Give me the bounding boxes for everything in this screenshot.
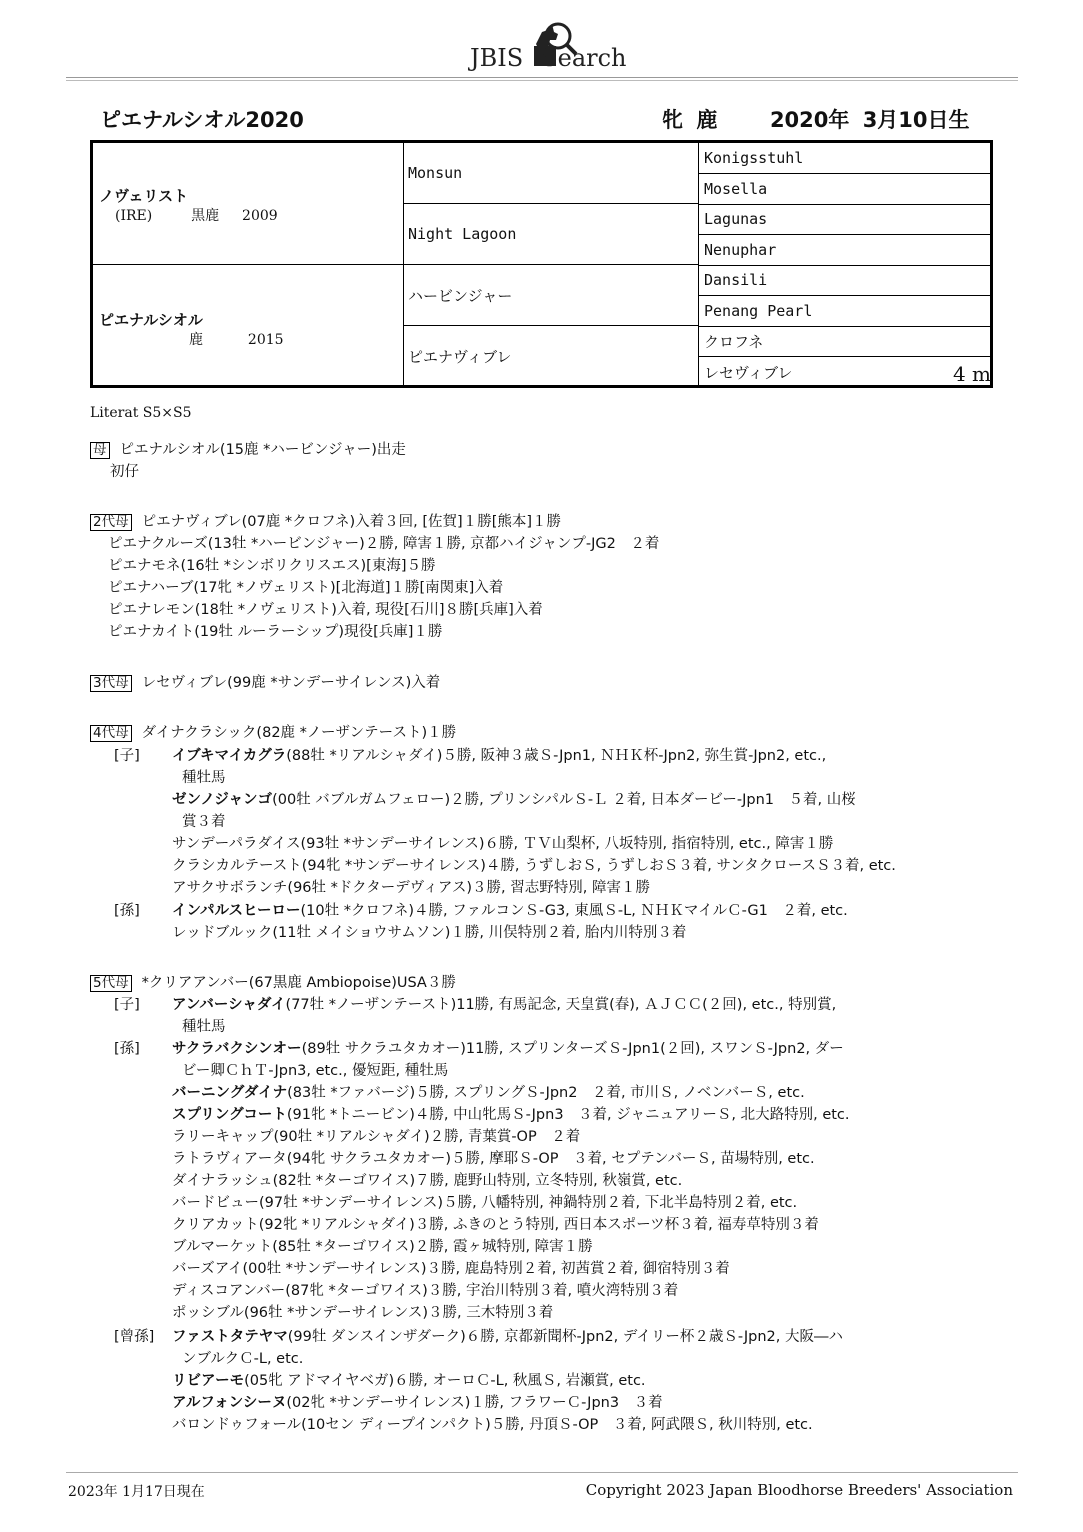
family-line [172, 1105, 850, 1125]
notable-horse: アルフォンシーヌ [172, 1395, 287, 1411]
header-rule-2 [66, 80, 1018, 81]
line-text: (10牡 *クロフネ)４勝, ファルコンＳ-G3, 東風Ｓ-L, ＮＨＫマイルＣ-G1 ２着, etc. [300, 903, 848, 919]
gen2-cell: ピエナヴィブレ [408, 348, 512, 366]
family-line [172, 1149, 815, 1169]
notable-horse: サクラバクシンオー [172, 1041, 302, 1057]
gen2-cell: Night Lagoon [404, 204, 698, 265]
family-line [114, 746, 826, 766]
line-text: ダイナラッシュ(82牡 *ターゴワイス)７勝, 鹿野山特別, 立冬特別, 秋嶺賞, etc. [172, 1173, 683, 1189]
logo-text: JBIS Search [470, 44, 627, 72]
family-line [172, 1259, 730, 1279]
family-line [114, 995, 836, 1015]
line-text: アサクサボランチ(96牡 *ドクターデヴィアス)３勝, 習志野特別, 障害１勝 [172, 880, 650, 896]
family-line [114, 901, 848, 921]
line-text: サンデーパラダイス(93牡 *サンデーサイレンス)６勝, ＴＶ山梨杯, 八坂特別, 指宿特別, etc., 障害１勝 [172, 836, 834, 852]
family-line [114, 1327, 843, 1347]
section-line [90, 723, 456, 743]
notable-horse: リビアーモ [172, 1373, 245, 1389]
line-text: (99牡 ダンスインザダーク)６勝, 京都新聞杯-Jpn2, デイリー杯２歳Ｓ-Jpn2, 大阪―ハ [287, 1329, 843, 1345]
notable-horse: ファストタテヤマ [172, 1329, 288, 1345]
generation-tag: 5代母 [90, 975, 132, 992]
relation-label: [子] [114, 748, 140, 764]
line-text: バロンドゥフォール(10セン ディープインパクト)５勝, 丹頂Ｓ-OP ３着, 阿武隈Ｓ, 秋川特別, etc. [172, 1417, 813, 1433]
family-line [172, 1371, 646, 1391]
notable-horse: アンバーシャダイ [172, 997, 286, 1013]
line-text: (77牡 *ノーザンテースト)11勝, 有馬記念, 天皇賞(春), ＡＪＣＣ(２回), etc., 特別賞, [285, 997, 837, 1013]
line-text: ピエナカイト(19牡 ルーラーシップ)現役[兵庫]１勝 [108, 624, 443, 640]
dam-name: ピエナルシオル [99, 311, 203, 329]
line-text: (91牝 *トニービン)４勝, 中山牝馬Ｓ-Jpn3 ３着, ジャニュアリーＳ, 北大路特別, etc. [286, 1107, 850, 1123]
relation-label: [孫] [114, 903, 140, 919]
family-line [172, 1083, 805, 1103]
gen2-cell: ハービンジャー [404, 265, 698, 326]
horse-birth: 2020年 3月10日生 [769, 108, 970, 132]
family-line [172, 1303, 553, 1323]
line-text: 賞３着 [182, 814, 226, 830]
line-text: レッドブルック(11牡 メイショウサムソン)１勝, 川俣特別２着, 胎内川特別３着 [172, 925, 687, 941]
family-line [172, 1193, 797, 1213]
line-text: ピエナクルーズ(13牡 *ハービンジャー)２勝, 障害１勝, 京都ハイジャンプ-JG2 ２着 [108, 536, 660, 552]
horse-color: 鹿 [696, 108, 718, 132]
line-text: バードビュー(97牡 *サンデーサイレンス)５勝, 八幡特別, 神鍋特別２着, 下北半島特別２着, etc. [172, 1195, 798, 1211]
family-line [182, 1349, 303, 1369]
line-text: ディスコアンバー(87牝 *ターゴワイス)３勝, 宇治川特別３着, 噴火湾特別３着 [172, 1283, 679, 1299]
horse-name: ピエナルシオル2020 [100, 108, 304, 132]
line-text: ブルマーケット(85牡 *ターゴワイス)２勝, 霞ヶ城特別, 障害１勝 [172, 1239, 593, 1255]
family-line [108, 578, 503, 598]
family-line [108, 622, 442, 642]
gen3-cell: Lagunas [699, 204, 993, 235]
sire-info: (IRE) 黒鹿 2009 [115, 208, 278, 224]
generation-tag: 3代母 [90, 675, 132, 692]
gen2-cell: Monsun [404, 143, 698, 204]
gen3-cell: Dansili [699, 265, 993, 296]
line-text: クリアカット(92牝 *リアルシャダイ)３勝, ふきのとう特別, 西日本スポーツ杯３着, 福寿草特別３着 [172, 1217, 819, 1233]
line-text: 初仔 [110, 464, 139, 480]
line-text: クラシカルテースト(94牝 *サンデーサイレンス)４勝, うずしおＳ, うずしおＳ３着, サンタクロースＳ３着, etc. [172, 858, 896, 874]
line-text: (88牡 *リアルシャダイ)５勝, 阪神３歳Ｓ-Jpn1, ＮＨＫ杯-Jpn2, 弥生賞-Jpn2, etc., [286, 748, 827, 764]
family-line [172, 1393, 663, 1413]
line-text: (05牝 アドマイヤベガ)６勝, オーロＣ-L, 秋風Ｓ, 岩瀬賞, etc. [244, 1373, 646, 1389]
dam-info: 鹿 2015 [189, 332, 284, 348]
line-text: ンブルクＣ-L, etc. [182, 1351, 304, 1367]
line-text: 種牡馬 [182, 770, 226, 786]
horse-meta [662, 104, 970, 134]
inbreeding-note: Literat S5×S5 [90, 405, 192, 421]
line-text: レセヴィブレ(99鹿 *サンデーサイレンス)入着 [141, 675, 441, 691]
generation-tag: 4代母 [90, 725, 132, 742]
family-line [108, 534, 659, 554]
family-line [172, 1171, 682, 1191]
family-line [182, 1061, 448, 1081]
line-text: ピエナヴィブレ(07鹿 *クロフネ)入着３回, [佐賀]１勝[熊本]１勝 [141, 514, 562, 530]
line-text: ポッシブル(96牡 *サンデーサイレンス)３勝, 三木特別３着 [172, 1305, 554, 1321]
line-text: (00牡 バブルガムフェロー)２勝, プリンシパルＳ-Ｌ ２着, 日本ダービー-Jpn1 ５着, 山桜 [272, 792, 856, 808]
family-line [108, 556, 436, 576]
line-text: (83牡 *ファバージ)５勝, スプリングＳ-Jpn2 ２着, 市川Ｓ, ノベンバーＳ, etc. [287, 1085, 805, 1101]
family-line [172, 1281, 678, 1301]
gen3-cell: クロフネ [699, 326, 993, 357]
gen3-cell: Konigsstuhl [699, 143, 993, 174]
notable-horse: イブキマイカグラ [172, 748, 287, 764]
notable-horse: ゼンノジャンゴ [172, 792, 273, 808]
inbreed-marker: 4 m [952, 362, 991, 386]
family-line [172, 923, 686, 943]
family-line [172, 1237, 593, 1257]
footer-date: 2023年 1月17日現在 [68, 1484, 205, 1500]
section-line [90, 512, 561, 532]
line-text: ピエナレモン(18牡 *ノヴェリスト)入着, 現役[石川]８勝[兵庫]入着 [108, 602, 543, 618]
family-line [172, 856, 896, 876]
pedigree-dam [93, 265, 404, 387]
generation-tag: 2代母 [90, 514, 132, 531]
sire-name: ノヴェリスト [99, 187, 189, 205]
line-text: ピエナルシオル(15鹿 *ハービンジャー)出走 [119, 442, 406, 458]
family-line [110, 462, 139, 482]
generation-tag: 母 [90, 442, 110, 459]
family-line [108, 600, 543, 620]
gen3-cell: Nenuphar [699, 235, 993, 266]
footer-copyright: Copyright 2023 Japan Bloodhorse Breeders' Association [585, 1481, 1013, 1499]
pedigree-sire [93, 143, 404, 265]
relation-label: [子] [114, 997, 140, 1013]
notable-horse: スプリングコート [172, 1107, 287, 1123]
section-line [90, 440, 406, 460]
family-line [172, 1415, 813, 1435]
line-text: *クリアアンバー(67黒鹿 Ambiopoise)USA３勝 [141, 975, 456, 991]
gen3-cell: レセヴィブレ 4 m [704, 362, 991, 386]
notable-horse: インパルスヒーロー [172, 903, 301, 919]
pedigree-table [90, 140, 993, 388]
family-line [172, 834, 833, 854]
gen3-cell: Penang Pearl [699, 296, 993, 327]
jbis-logo [470, 18, 640, 74]
family-line [182, 768, 226, 788]
section-line [90, 973, 456, 993]
line-text: (02牝 *サンデーサイレンス)１勝, フラワーＣ-Jpn3 ３着 [286, 1395, 663, 1411]
line-text: 種牡馬 [182, 1019, 226, 1035]
header-rule [66, 77, 1018, 78]
footer-rule [66, 1472, 1018, 1473]
family-line [182, 812, 226, 832]
horse-sex: 牝 [662, 108, 683, 132]
relation-label: [曾孫] [114, 1329, 155, 1345]
family-line [172, 1127, 580, 1147]
family-line [114, 1039, 844, 1059]
family-line [172, 878, 650, 898]
section-line [90, 673, 440, 693]
line-text: バーズアイ(00牡 *サンデーサイレンス)３勝, 鹿島特別２着, 初茜賞２着, 御宿特別３着 [172, 1261, 730, 1277]
line-text: ラトラヴィアータ(94牝 サクラユタカオー)５勝, 摩耶Ｓ-OP ３着, セプテンバーＳ, 苗場特別, etc. [172, 1151, 815, 1167]
family-line [172, 790, 856, 810]
line-text: ビー卿ＣｈＴ-Jpn3, etc., 優短距, 種牡馬 [182, 1063, 449, 1079]
line-text: (89牡 サクラユタカオー)11勝, スプリンターズＳ-Jpn1(２回), スワンＳ-Jpn2, ダー [301, 1041, 844, 1057]
line-text: ピエナハーブ(17牝 *ノヴェリスト)[北海道]１勝[南関東]入着 [108, 580, 504, 596]
notable-horse: バーニングダイナ [172, 1085, 288, 1101]
line-text: ラリーキャップ(90牡 *リアルシャダイ)２勝, 青葉賞-OP ２着 [172, 1129, 581, 1145]
family-line [182, 1017, 226, 1037]
gen3-cell: Mosella [699, 174, 993, 205]
relation-label: [孫] [114, 1041, 140, 1057]
line-text: ピエナモネ(16牡 *シンボリクリスエス)[東海]５勝 [108, 558, 436, 574]
family-line [172, 1215, 819, 1235]
line-text: ダイナクラシック(82鹿 *ノーザンテースト)１勝 [141, 725, 457, 741]
